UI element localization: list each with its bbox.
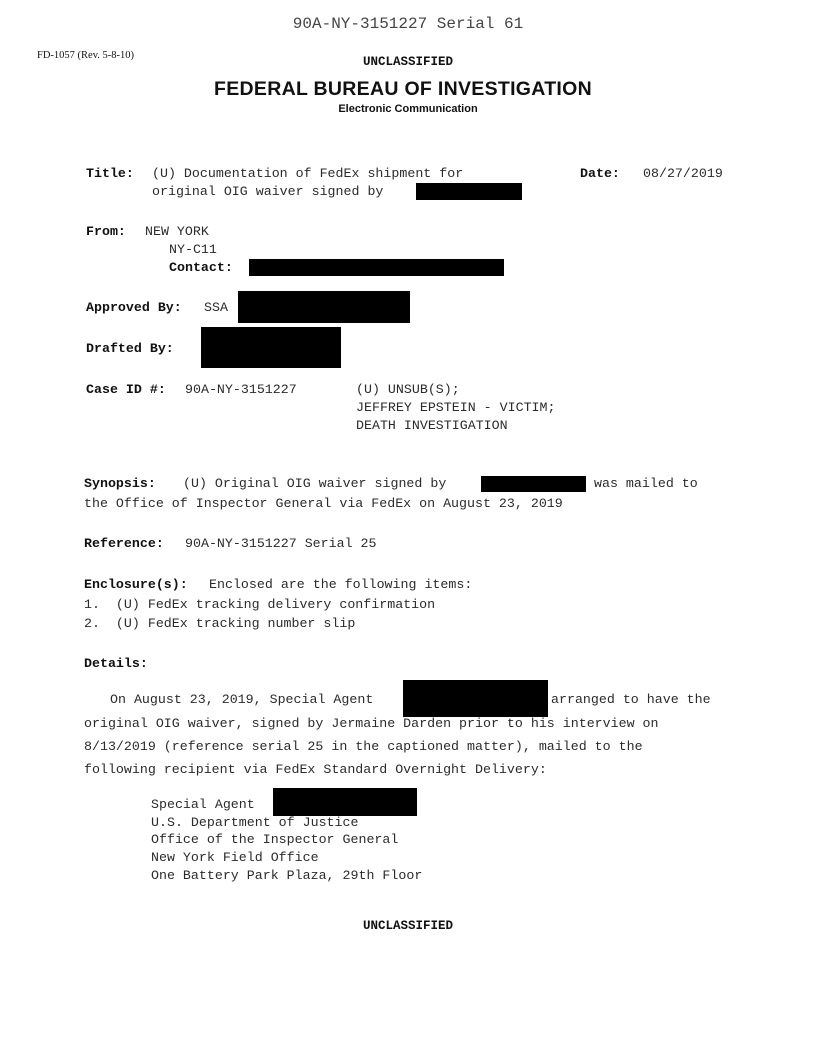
- enclosure-item: 2. (U) FedEx tracking number slip: [84, 616, 356, 631]
- contact-label: Contact:: [169, 260, 233, 275]
- synopsis-text-line2: the Office of Inspector General via FedEx on August 23, 2019: [84, 496, 563, 511]
- synopsis-label: Synopsis:: [84, 476, 156, 491]
- agency-title: FEDERAL BUREAU OF INVESTIGATION: [213, 78, 592, 100]
- reference-label: Reference:: [84, 536, 164, 551]
- classification-top: UNCLASSIFIED: [362, 55, 453, 69]
- date-value: 08/27/2019: [643, 166, 723, 181]
- details-label: Details:: [84, 656, 148, 671]
- synopsis-text-b: was mailed to: [594, 476, 698, 491]
- details-text-line3: 8/13/2019 (reference serial 25 in the captioned matter), mailed to the: [84, 739, 643, 754]
- date-label: Date:: [580, 166, 620, 181]
- details-text-line1b: arranged to have the: [551, 692, 711, 707]
- case-caption-line3: DEATH INVESTIGATION: [356, 418, 508, 433]
- redaction-details-agent: [403, 680, 548, 717]
- drafted-label: Drafted By:: [86, 341, 174, 356]
- from-squad: NY-C11: [169, 242, 217, 257]
- details-text-line1a: On August 23, 2019, Special Agent: [110, 692, 374, 707]
- title-text-line1: (U) Documentation of FedEx shipment for: [152, 166, 464, 181]
- recipient-line1: Special Agent: [151, 797, 255, 812]
- from-office: NEW YORK: [145, 224, 209, 239]
- form-number: FD-1057 (Rev. 5-8-10): [37, 50, 135, 61]
- approved-value: SSA: [204, 300, 228, 315]
- enclosures-label: Enclosure(s):: [84, 577, 188, 592]
- serial-header: 90A-NY-3151227 Serial 61: [292, 15, 524, 33]
- details-text-line4: following recipient via FedEx Standard Overnight Delivery:: [84, 762, 547, 777]
- redaction-approver: [238, 291, 410, 323]
- redaction-contact: [249, 259, 504, 276]
- document-type: Electronic Communication: [338, 103, 478, 115]
- redaction-title: [416, 183, 522, 200]
- enclosure-item: 1. (U) FedEx tracking delivery confirmation: [84, 597, 436, 612]
- case-id-value: 90A-NY-3151227: [185, 382, 297, 397]
- recipient-line4: New York Field Office: [151, 850, 319, 865]
- enclosures-intro: Enclosed are the following items:: [209, 577, 473, 592]
- redaction-synopsis: [481, 476, 586, 492]
- recipient-line2: U.S. Department of Justice: [151, 815, 359, 830]
- redaction-drafter: [201, 327, 341, 368]
- details-text-line2: original OIG waiver, signed by Jermaine Darden prior to his interview on: [84, 716, 659, 731]
- classification-bottom: UNCLASSIFIED: [362, 919, 453, 933]
- recipient-line5: One Battery Park Plaza, 29th Floor: [151, 868, 423, 883]
- case-id-label: Case ID #:: [86, 382, 166, 397]
- recipient-line3: Office of the Inspector General: [151, 832, 399, 847]
- approved-label: Approved By:: [86, 300, 182, 315]
- case-caption-line2: JEFFREY EPSTEIN - VICTIM;: [356, 400, 556, 415]
- title-label: Title:: [86, 166, 134, 181]
- redaction-recipient: [273, 788, 417, 816]
- case-caption-line1: (U) UNSUB(S);: [356, 382, 460, 397]
- from-label: From:: [86, 224, 126, 239]
- title-text-line2: original OIG waiver signed by: [152, 184, 384, 199]
- reference-value: 90A-NY-3151227 Serial 25: [185, 536, 377, 551]
- synopsis-text-a: (U) Original OIG waiver signed by: [183, 476, 447, 491]
